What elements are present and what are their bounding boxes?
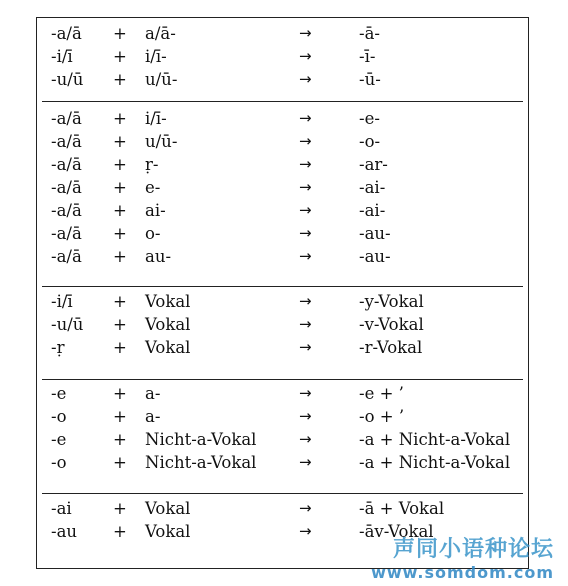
result-term: -ū- [359, 70, 381, 89]
table-row [37, 290, 528, 313]
arrow: → [299, 47, 312, 65]
left-term: -o [51, 407, 67, 426]
arrow: → [299, 155, 312, 173]
plus-sign: + [113, 24, 127, 43]
left-term: -ṛ [51, 338, 65, 357]
group-separator [42, 286, 523, 287]
table-row [37, 130, 528, 153]
result-term: -e- [359, 109, 380, 128]
table-row [37, 176, 528, 199]
sandhi-table [36, 17, 529, 569]
plus-sign: + [113, 315, 127, 334]
left-term: -a/ā [51, 132, 82, 151]
plus-sign: + [113, 407, 127, 426]
table-row [37, 68, 528, 91]
table-row [37, 222, 528, 245]
plus-sign: + [113, 430, 127, 449]
result-term: -āv-Vokal [359, 522, 434, 541]
watermark-url: www.somdom.com [371, 563, 554, 582]
right-term: Nicht-a-Vokal [145, 430, 257, 449]
table-row [37, 382, 528, 405]
arrow: → [299, 522, 312, 540]
table-row [37, 405, 528, 428]
arrow: → [299, 109, 312, 127]
result-term: -ai- [359, 178, 386, 197]
right-term: au- [145, 247, 172, 266]
result-term: -o + ’ [359, 407, 405, 426]
plus-sign: + [113, 47, 127, 66]
right-term: ṛ- [145, 155, 159, 174]
left-term: -ai [51, 499, 72, 518]
arrow: → [299, 292, 312, 310]
plus-sign: + [113, 201, 127, 220]
arrow: → [299, 201, 312, 219]
right-term: a- [145, 407, 161, 426]
group-separator [42, 379, 523, 380]
result-term: -au- [359, 247, 391, 266]
arrow: → [299, 499, 312, 517]
plus-sign: + [113, 132, 127, 151]
right-term: a/ā- [145, 24, 176, 43]
arrow: → [299, 315, 312, 333]
arrow: → [299, 338, 312, 356]
plus-sign: + [113, 499, 127, 518]
left-term: -a/ā [51, 247, 82, 266]
watermark-chinese: 声同小语种论坛 [392, 537, 554, 562]
right-term: o- [145, 224, 161, 243]
table-row [37, 22, 528, 45]
result-term: -a + Nicht-a-Vokal [359, 453, 511, 472]
table-row [37, 153, 528, 176]
arrow: → [299, 70, 312, 88]
result-term: -ar- [359, 155, 388, 174]
table-row [37, 497, 528, 520]
result-term: -a + Nicht-a-Vokal [359, 430, 511, 449]
arrow: → [299, 407, 312, 425]
right-term: Vokal [145, 292, 191, 311]
arrow: → [299, 453, 312, 471]
result-term: -o- [359, 132, 381, 151]
left-term: -i/ī [51, 47, 73, 66]
arrow: → [299, 384, 312, 402]
table-row [37, 451, 528, 474]
arrow: → [299, 178, 312, 196]
arrow: → [299, 247, 312, 265]
plus-sign: + [113, 70, 127, 89]
table-row [37, 313, 528, 336]
arrow: → [299, 430, 312, 448]
table-row [37, 199, 528, 222]
left-term: -e [51, 384, 67, 403]
plus-sign: + [113, 338, 127, 357]
left-term: -a/ā [51, 155, 82, 174]
left-term: -a/ā [51, 224, 82, 243]
right-term: Vokal [145, 315, 191, 334]
group-separator [42, 493, 523, 494]
group-separator [42, 101, 523, 102]
right-term: Vokal [145, 499, 191, 518]
result-term: -au- [359, 224, 391, 243]
right-term: u/ū- [145, 132, 178, 151]
plus-sign: + [113, 155, 127, 174]
result-term: -ā- [359, 24, 380, 43]
right-term: a- [145, 384, 161, 403]
arrow: → [299, 24, 312, 42]
left-term: -u/ū [51, 70, 84, 89]
left-term: -a/ā [51, 109, 82, 128]
left-term: -a/ā [51, 24, 82, 43]
plus-sign: + [113, 384, 127, 403]
result-term: -ai- [359, 201, 386, 220]
left-term: -au [51, 522, 78, 541]
plus-sign: + [113, 109, 127, 128]
plus-sign: + [113, 247, 127, 266]
table-row [37, 107, 528, 130]
table-row [37, 45, 528, 68]
arrow: → [299, 132, 312, 150]
left-term: -a/ā [51, 201, 82, 220]
right-term: Vokal [145, 522, 191, 541]
table-row [37, 245, 528, 268]
left-term: -e [51, 430, 67, 449]
table-row [37, 336, 528, 359]
result-term: -r-Vokal [359, 338, 423, 357]
right-term: e- [145, 178, 161, 197]
right-term: i/ī- [145, 47, 167, 66]
result-term: -e + ’ [359, 384, 404, 403]
table-row [37, 428, 528, 451]
left-term: -u/ū [51, 315, 84, 334]
left-term: -i/ī [51, 292, 73, 311]
result-term: -ī- [359, 47, 376, 66]
right-term: Vokal [145, 338, 191, 357]
left-term: -o [51, 453, 67, 472]
result-term: -v-Vokal [359, 315, 424, 334]
left-term: -a/ā [51, 178, 82, 197]
plus-sign: + [113, 224, 127, 243]
right-term: u/ū- [145, 70, 178, 89]
right-term: i/ī- [145, 109, 167, 128]
right-term: ai- [145, 201, 166, 220]
arrow: → [299, 224, 312, 242]
watermark [371, 532, 554, 582]
plus-sign: + [113, 292, 127, 311]
result-term: -ā + Vokal [359, 499, 445, 518]
result-term: -y-Vokal [359, 292, 424, 311]
plus-sign: + [113, 522, 127, 541]
plus-sign: + [113, 453, 127, 472]
right-term: Nicht-a-Vokal [145, 453, 257, 472]
plus-sign: + [113, 178, 127, 197]
